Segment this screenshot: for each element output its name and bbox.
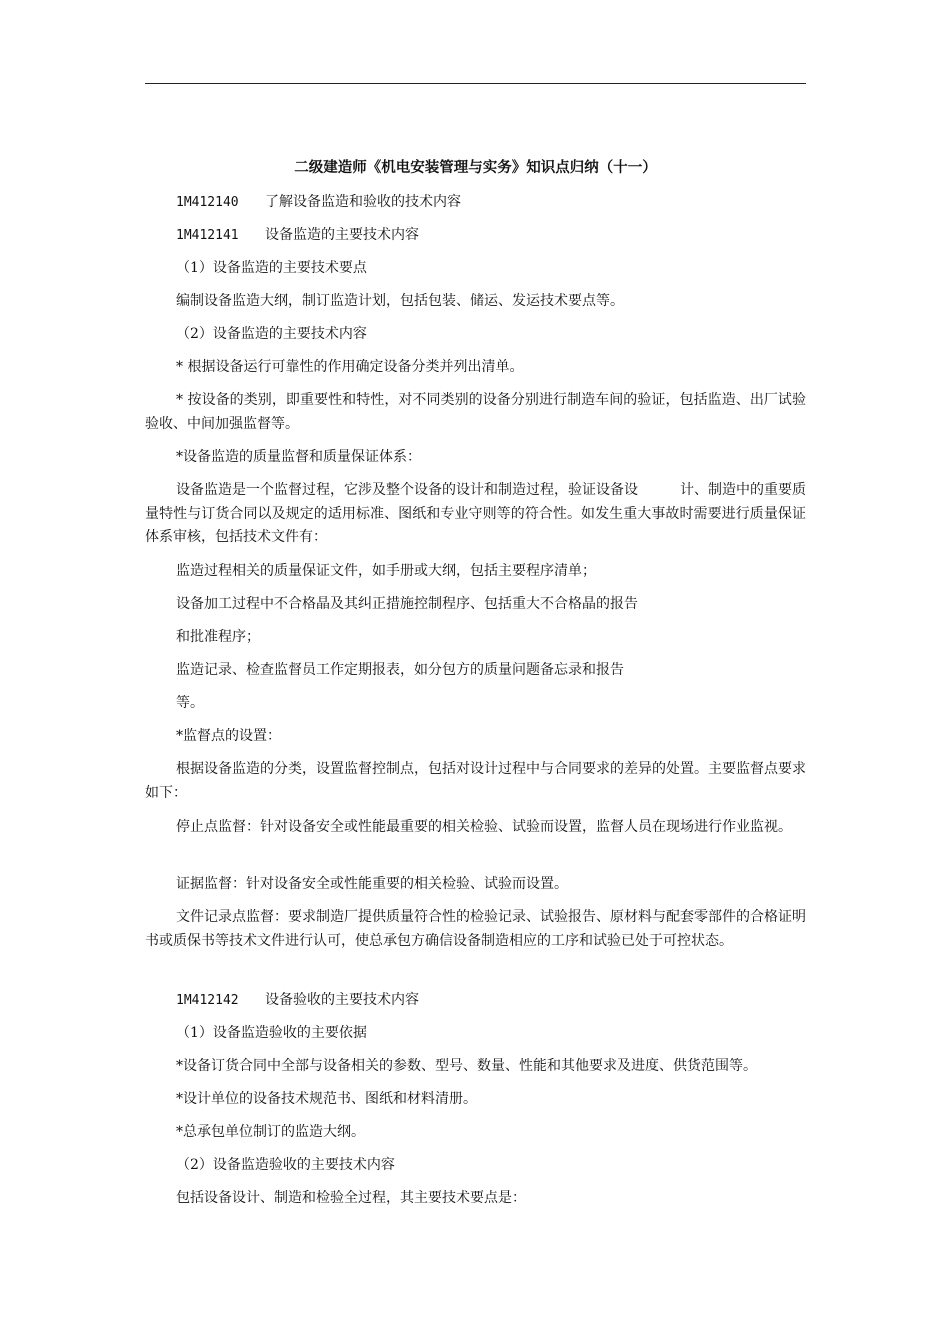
- bullet-item: *设备订货合同中全部与设备相关的参数、型号、数量、性能和其他要求及进度、供货范围等。: [176, 1058, 757, 1074]
- body-line: 等。: [176, 695, 204, 711]
- bullet-item: * 根据设备运行可靠性的作用确定设备分类并列出清单。: [176, 359, 524, 375]
- bullet-item: *监督点的设置：: [176, 728, 281, 744]
- section-code: 1M412142: [176, 993, 239, 1008]
- body-paragraph: 文件记录点监督：要求制造厂提供质量符合性的检验记录、试验报告、原材料与配套零部件的合格证明书或质保书等技术文件进行认可，使总承包方确信设备制造相应的工序和试验已处于可控状态。: [145, 909, 806, 949]
- body-line: 设备加工过程中不合格晶及其纠正措施控制程序、包括重大不合格晶的报告: [176, 596, 638, 612]
- section-heading: [176, 990, 806, 1011]
- section-code: 1M412140: [176, 195, 239, 210]
- body-line: 证据监督：针对设备安全或性能重要的相关检验、试验而设置。: [176, 876, 568, 892]
- section-code: 1M412141: [176, 228, 239, 243]
- bullet-paragraph: * 按设备的类别，即重要性和特性，对不同类别的设备分别进行制造车间的验证，包括监造、出厂试验验收、中间加强监督等。: [145, 392, 806, 432]
- bullet-item: *设计单位的设备技术规范书、图纸和材料清册。: [176, 1091, 477, 1107]
- section-title: 了解设备监造和验收的技术内容: [265, 194, 461, 210]
- body-line: 包括设备设计、制造和检验全过程，其主要技术要点是：: [176, 1190, 526, 1206]
- body-line: 编制设备监造大纲，制订监造计划，包括包装、储运、发运技术要点等。: [176, 293, 624, 309]
- body-paragraph: 根据设备监造的分类，设置监督控制点，包括对设计过程中与合同要求的差异的处置。主要监督点要求如下：: [145, 761, 806, 801]
- document-title: 二级建造师《机电安装管理与实务》知识点归纳（十一）: [294, 160, 657, 176]
- bullet-item: *设备监造的质量监督和质量保证体系：: [176, 449, 421, 465]
- body-line: 监造记录、检查监督员工作定期报表，如分包方的质量问题备忘录和报告: [176, 662, 624, 678]
- bullet-item: *总承包单位制订的监造大纲。: [176, 1124, 365, 1140]
- section-heading: [176, 225, 806, 246]
- section-heading: [176, 192, 806, 213]
- section-title: 设备监造的主要技术内容: [265, 227, 419, 243]
- subheading: （2）设备监造验收的主要技术内容: [176, 1157, 395, 1173]
- header-rule: [145, 83, 806, 84]
- subheading: （1）设备监造的主要技术要点: [176, 260, 367, 276]
- body-paragraph: 停止点监督：针对设备安全或性能最重要的相关检验、试验而设置，监督人员在现场进行作业监视。: [176, 819, 792, 835]
- subheading: （1）设备监造验收的主要依据: [176, 1025, 367, 1041]
- body-paragraph: 设备监造是一个监督过程，它涉及整个设备的设计和制造过程，验证设备设 计、制造中的重要质量特性与订货合同以及规定的适用标准、图纸和专业守则等的符合性。如发生重大事故时需要进行质量保证体系审核，包括技术文件有：: [145, 482, 806, 545]
- section-title: 设备验收的主要技术内容: [265, 992, 419, 1008]
- subheading: （2）设备监造的主要技术内容: [176, 326, 367, 342]
- body-line: 监造过程相关的质量保证文件，如手册或大纲，包括主要程序清单；: [176, 563, 596, 579]
- body-line: 和批准程序；: [176, 629, 260, 645]
